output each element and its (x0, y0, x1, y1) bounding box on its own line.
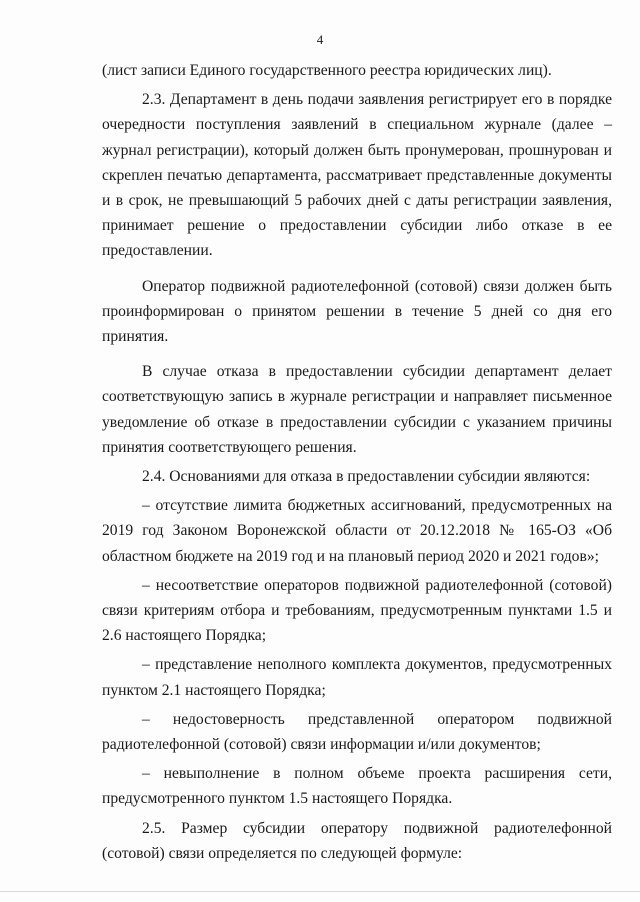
document-body (102, 58, 612, 870)
list-item-unreliable-info: – недостоверность представленной оператором подвижной радиотелефонной (сотовой) связи информации и/или документов; (102, 710, 612, 754)
paragraph-operator-notice: Оператор подвижной радиотелефонной (сотовой) связи должен быть проинформирован о принятом решении в течение 5 дней со дня его принятия. (102, 277, 612, 346)
paragraph-continuation: (лист записи Единого государственного реестра юридических лиц). (102, 62, 552, 79)
list-item-budget: – отсутствие лимита бюджетных ассигнований, предусмотренных на 2019 год Законом Воронежской области от 20.12.2018 № 165-ОЗ «Об областном бюджете на 2019 год и на плановый период 2020 и 2021 годов»; (102, 497, 612, 565)
page-number: 4 (316, 32, 324, 47)
paragraph-2-3: 2.3. Департамент в день подачи заявления регистрирует его в порядке очередности поступления заявлений в специальном журнале (далее – журнал регистрации), который должен быть пронумерован, прошнурован и скреплен печатью департамента, рассматривает представленные документы и в срок, не превышающий 5 рабочих дней с даты регистрации заявления, принимает решение о предоставлении субсидии либо отказе в ее предоставлении. (102, 91, 612, 260)
list-item-network-project: – невыполнение в полном объеме проекта расширения сети, предусмотренного пунктом 1.5 настоящего Порядка. (102, 765, 612, 808)
list-item-criteria: – несоответствие операторов подвижной радиотелефонной (сотовой) связи критериям отбора и требованиям, предусмотренным пунктами 1.5 и 2.6 настоящего Порядка; (102, 576, 612, 645)
paragraph-2-4: 2.4. Основаниями для отказа в предоставлении субсидии являются: (142, 468, 591, 486)
page-bottom-divider (0, 891, 640, 892)
list-item-documents: – представление неполного комплекта документов, предусмотренных пунктом 2.1 настоящего Порядка; (102, 656, 612, 699)
paragraph-refusal: В случае отказа в предоставлении субсидии департамент делает соответствующую запись в журнале регистрации и направляет письменное уведомление об отказе в предоставлении субсидии с указанием причины принятия соответствующего решения. (102, 363, 612, 456)
paragraph-2-5: 2.5. Размер субсидии оператору подвижной радиотелефонной (сотовой) связи определяется по следующей формуле: (102, 819, 612, 862)
